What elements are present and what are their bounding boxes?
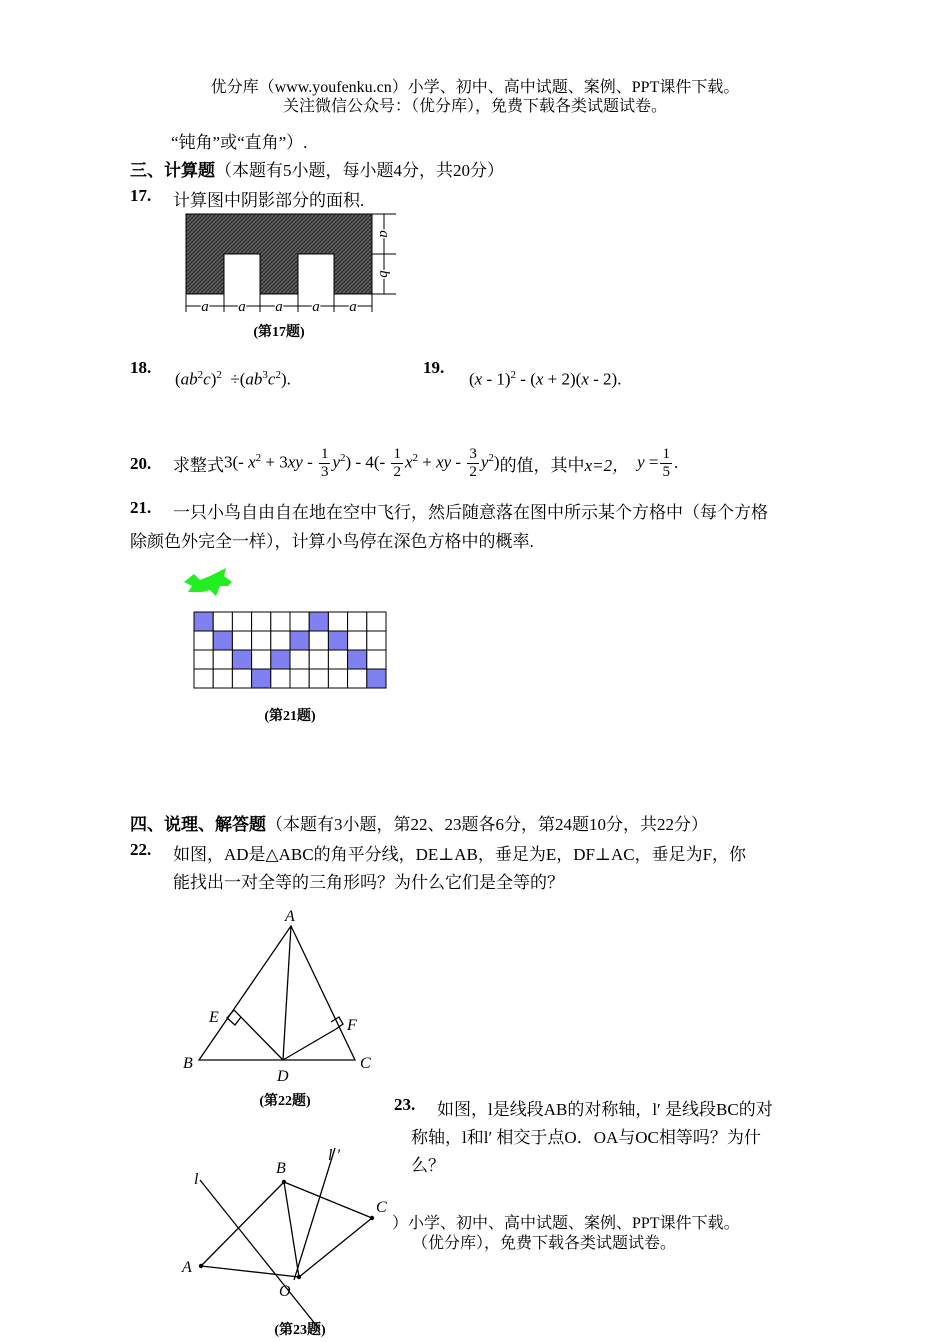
right-angle-e xyxy=(227,1010,241,1025)
grid-cell xyxy=(367,631,386,650)
label-e: E xyxy=(209,1009,219,1026)
label-d: D xyxy=(277,1068,289,1085)
q23-text-line3: 么？ xyxy=(411,1156,445,1175)
label-c: C xyxy=(376,1199,387,1216)
q17-label-b-right: b xyxy=(376,270,392,278)
q22-number: 22. xyxy=(130,840,152,859)
grid-cell-dark xyxy=(348,650,367,669)
grid-cell xyxy=(271,669,290,688)
label-b: B xyxy=(276,1160,286,1177)
q18-expression: $(ab^2c)^2 \div(ab^3c^2)$. xyxy=(175,369,291,389)
grid-cell xyxy=(252,612,271,631)
section-4-title: 四、说理、解答题 xyxy=(130,815,266,834)
q20-mid: 的值，其中 xyxy=(499,455,585,475)
label-a: A xyxy=(285,908,295,925)
grid-cell-dark xyxy=(309,612,328,631)
q20-frac-3-2: $\frac{3}{2}$ xyxy=(469,445,477,480)
q23-caption: (第23题) xyxy=(274,1323,326,1338)
grid-cell xyxy=(194,650,213,669)
q17-label-a-2: a xyxy=(238,299,246,315)
q20-end: . xyxy=(673,453,679,472)
grid-cell xyxy=(348,669,367,688)
segment-ab xyxy=(201,1182,284,1266)
q17-label-a-right: a xyxy=(376,230,392,238)
triangle-abc xyxy=(199,926,355,1060)
grid-cell xyxy=(252,631,271,650)
section-3-heading xyxy=(130,156,504,181)
q17-label-a-4: a xyxy=(312,299,320,315)
q23-figure xyxy=(170,1140,410,1342)
q21-caption: (第21题) xyxy=(264,709,316,724)
grid-cell xyxy=(213,612,232,631)
q21-number: 21. xyxy=(130,498,152,517)
grid-cell xyxy=(232,631,251,650)
grid-cell-dark xyxy=(367,669,386,688)
q19-period: . xyxy=(617,369,622,389)
grid-cell xyxy=(328,650,347,669)
grid-cell xyxy=(367,612,386,631)
q17-label-a-1: a xyxy=(201,299,209,315)
grid-cell-dark xyxy=(232,650,251,669)
carryover-text: “钝角”或“直角”）. xyxy=(171,133,308,152)
q20-line xyxy=(173,440,678,486)
label-f: F xyxy=(347,1017,357,1034)
grid-cell-dark xyxy=(271,650,290,669)
grid-cell xyxy=(309,669,328,688)
label-l: l xyxy=(194,1171,199,1188)
grid-cell xyxy=(213,650,232,669)
grid-cell xyxy=(194,669,213,688)
q17-label-a-3: a xyxy=(275,299,283,315)
q22-caption: (第22题) xyxy=(259,1094,311,1109)
q22-text-line2: 能找出一对全等的三角形吗？为什么它们是全等的？ xyxy=(173,873,564,892)
q17-label-a-5: a xyxy=(349,299,357,315)
q23-text-line1: 如图，l是线段AB的对称轴，l′ 是线段BC的对 xyxy=(437,1100,773,1119)
grid-cell-dark xyxy=(194,612,213,631)
q19-number: 19. xyxy=(423,358,445,377)
header-line-1: 优分库（www.youfenku.cn）小学、初中、高中试题、案例、PPT课件下载。 xyxy=(210,79,740,96)
q20-expression: 3(- $x^2 + 3xy$ - $\frac{1}{3}$ $y^2) - 4(-$ $\frac{1}{2}$ $x^2$ + xy - $\frac{3}{2}$ $y^2$) xyxy=(224,445,500,480)
segment-oa xyxy=(201,1266,299,1277)
q20-frac-1-2: $\frac{1}{2}$ xyxy=(393,445,401,480)
section-4-desc: （本题有3小题，第22、23题各6分，第24题10分，共22分） xyxy=(266,815,708,834)
q20-frac-1-3: $\frac{1}{3}$ xyxy=(320,445,329,480)
q21-text-line2: 除颜色外完全一样），计算小鸟停在深色方格中的概率. xyxy=(130,532,534,551)
grid-cell xyxy=(194,631,213,650)
grid-cell xyxy=(232,669,251,688)
q18-period: . xyxy=(286,369,291,389)
header-line-2: 关注微信公众号：（优分库），免费下载各类试题试卷。 xyxy=(282,98,667,115)
q20-number: 20. xyxy=(130,454,152,473)
q17-number: 17. xyxy=(130,186,152,205)
q23-text-line2: 称轴，l和l′ 相交于点O．OA与OC相等吗？为什 xyxy=(411,1128,761,1147)
grid-cell xyxy=(290,669,309,688)
line-l-prime xyxy=(294,1148,335,1280)
footer-line-2: （优分库），免费下载各类试题试卷。 xyxy=(412,1235,677,1252)
q20-x-condition: x=2， xyxy=(584,455,630,475)
grid-cell xyxy=(271,631,290,650)
grid-cell xyxy=(328,612,347,631)
q20-frac-1-5: $\frac{1}{5}$ xyxy=(662,445,670,480)
grid-cell-dark xyxy=(290,631,309,650)
q23-number: 23. xyxy=(394,1095,416,1114)
grid-cell-dark xyxy=(213,631,232,650)
q17-figure xyxy=(170,208,410,348)
q21-figure xyxy=(180,562,400,732)
q21-text-line1: 一只小鸟自由自在地在空中飞行，然后随意落在图中所示某个方格中（每个方格 xyxy=(173,503,768,522)
grid-cell xyxy=(348,612,367,631)
segment-df xyxy=(283,1029,336,1060)
q17-shaded-region xyxy=(186,214,372,294)
label-b: B xyxy=(183,1055,193,1072)
label-o: O xyxy=(279,1283,291,1300)
grid-cell xyxy=(252,650,271,669)
bird-icon xyxy=(184,568,232,596)
grid-cell xyxy=(309,631,328,650)
grid-cell xyxy=(348,631,367,650)
grid-cell-dark xyxy=(252,669,271,688)
segment-ob xyxy=(284,1182,299,1277)
grid-cell xyxy=(328,669,347,688)
q22-text-line1: 如图，AD是△ABC的角平分线，DE⊥AB，垂足为E，DF⊥AC，垂足为F，你 xyxy=(173,845,747,864)
grid-cell xyxy=(290,650,309,669)
q18-number: 18. xyxy=(130,358,152,377)
grid-cell xyxy=(271,612,290,631)
grid-cell xyxy=(367,650,386,669)
grid-cell xyxy=(213,669,232,688)
grid-cell-dark xyxy=(328,631,347,650)
grid-cell xyxy=(232,612,251,631)
grid-cell xyxy=(309,650,328,669)
section-3-title: 三、计算题 xyxy=(130,161,215,180)
q20-prefix: 求整式 xyxy=(173,455,224,475)
q22-figure xyxy=(175,900,385,1115)
label-a: A xyxy=(182,1259,192,1276)
q19-expression: (x - 1)$^2$ - (x + 2)(x - 2). xyxy=(469,369,622,389)
q21-grid xyxy=(194,612,386,688)
segment-bc xyxy=(284,1182,372,1218)
label-c: C xyxy=(360,1055,371,1072)
grid-cell xyxy=(290,612,309,631)
q17-caption: (第17题) xyxy=(253,325,305,340)
segment-ad xyxy=(283,926,291,1060)
q20-y-condition: y = $\frac{1}{5}$ xyxy=(637,445,670,480)
section-3-desc: （本题有5小题，每小题4分，共20分） xyxy=(215,161,504,180)
label-l-prime: l ′ xyxy=(328,1147,340,1164)
q17-text: 计算图中阴影部分的面积. xyxy=(173,191,365,210)
section-4-heading xyxy=(130,810,708,835)
footer-line-1: ）小学、初中、高中试题、案例、PPT课件下载。 xyxy=(392,1215,740,1232)
